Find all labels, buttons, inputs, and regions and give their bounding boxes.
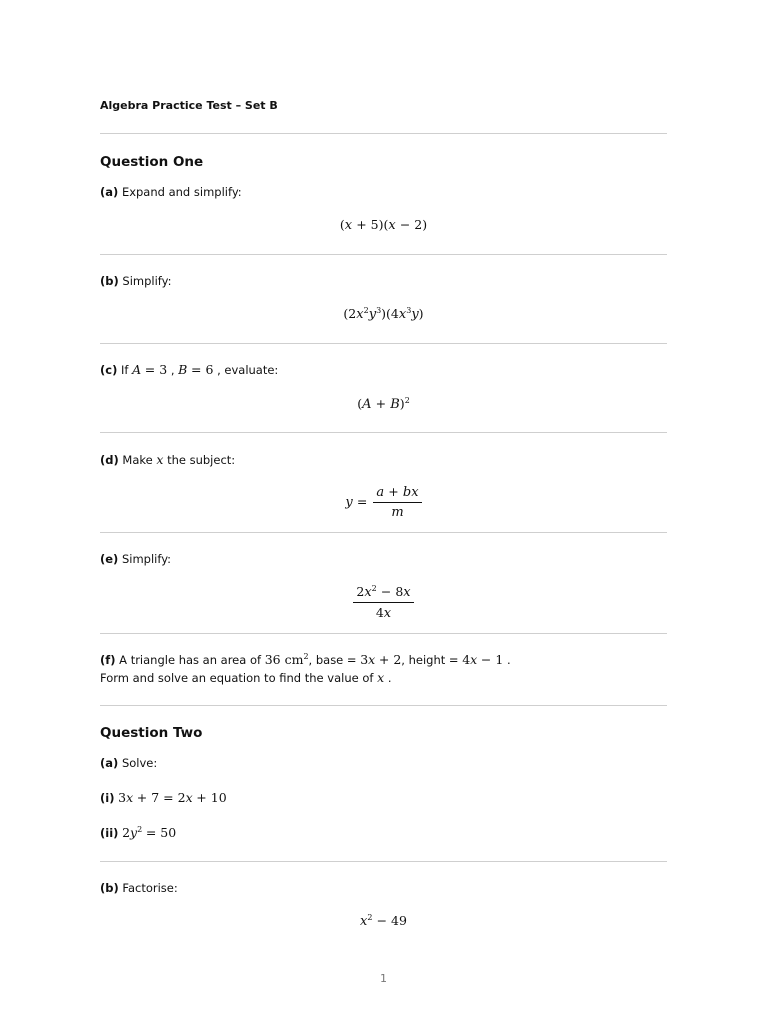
page-number: 1: [380, 972, 387, 985]
question-one-heading: Question One: [100, 154, 204, 170]
q1-a-prompt: [100, 185, 242, 199]
q1-f-prompt: (f) A triangle has an area of 36 $cm^2$, base = 3x + 2, height = 4x − 1 .: [100, 652, 511, 667]
part-label: (c): [100, 363, 118, 377]
q2-b-prompt: [100, 881, 178, 895]
worksheet-page: [100, 0, 667, 1024]
divider: [100, 254, 667, 255]
q1-b-expression: $(2x^2y^3)(4x^3y)$: [343, 306, 424, 322]
part-label: (f): [100, 653, 116, 667]
part-text: Expand and simplify:: [121, 185, 242, 199]
part-text: Simplify:: [121, 552, 172, 566]
divider: [100, 432, 667, 433]
q1-e-prompt: [100, 552, 171, 566]
part-label: (b): [100, 274, 119, 288]
q2-a-i: (i) 3x + 7 = 2x + 10: [100, 790, 227, 805]
q1-d-prompt: (d) Make x the subject:: [100, 452, 236, 467]
q1-a-expression: (x + 5)(x − 2): [339, 217, 428, 233]
part-text: Form and solve an equation to find the value of: [100, 671, 374, 685]
divider: [100, 532, 667, 533]
q2-a-prompt: [100, 756, 157, 770]
part-text: Make: [122, 453, 153, 467]
part-text: Simplify:: [122, 274, 172, 288]
q2-b-expression: $x^2 - 49$: [360, 913, 407, 929]
part-text: , height =: [401, 653, 459, 667]
q1-e-expression: $\frac{2x^2 - 8x}{4x}$: [100, 584, 667, 621]
part-text: , base =: [308, 653, 357, 667]
q1-b-prompt: [100, 274, 171, 288]
part-text: , evaluate:: [217, 363, 279, 377]
q1-d-expression: y = $\frac{a + bx}{m}$: [100, 484, 667, 520]
q1-c-expression: $(A + B)^2$: [357, 396, 410, 412]
part-label: (i): [100, 791, 115, 805]
part-label: (a): [100, 185, 119, 199]
part-text: .: [506, 653, 511, 667]
divider: [100, 343, 667, 344]
divider: [100, 861, 667, 862]
q1-f-instruction: Form and solve an equation to find the value of x .: [100, 670, 392, 685]
q1-c-prompt: (c) If A = 3 , B = 6 , evaluate:: [100, 362, 279, 377]
divider: [100, 633, 667, 634]
question-two-heading: Question Two: [100, 725, 203, 741]
divider: [100, 705, 667, 706]
part-label: (a): [100, 756, 119, 770]
part-text: .: [387, 671, 392, 685]
document-title: Algebra Practice Test – Set B: [100, 99, 278, 112]
part-label: (ii): [100, 826, 119, 840]
part-label: (e): [100, 552, 119, 566]
part-label: (b): [100, 881, 119, 895]
part-text: Solve:: [121, 756, 158, 770]
divider: [100, 133, 667, 134]
part-text: A triangle has an area of: [119, 653, 262, 667]
part-text: Factorise:: [122, 881, 178, 895]
q2-a-ii: (ii) $2y^2 = 50$: [100, 825, 177, 840]
part-text: the subject:: [167, 453, 236, 467]
part-text: If: [121, 363, 129, 377]
part-label: (d): [100, 453, 119, 467]
